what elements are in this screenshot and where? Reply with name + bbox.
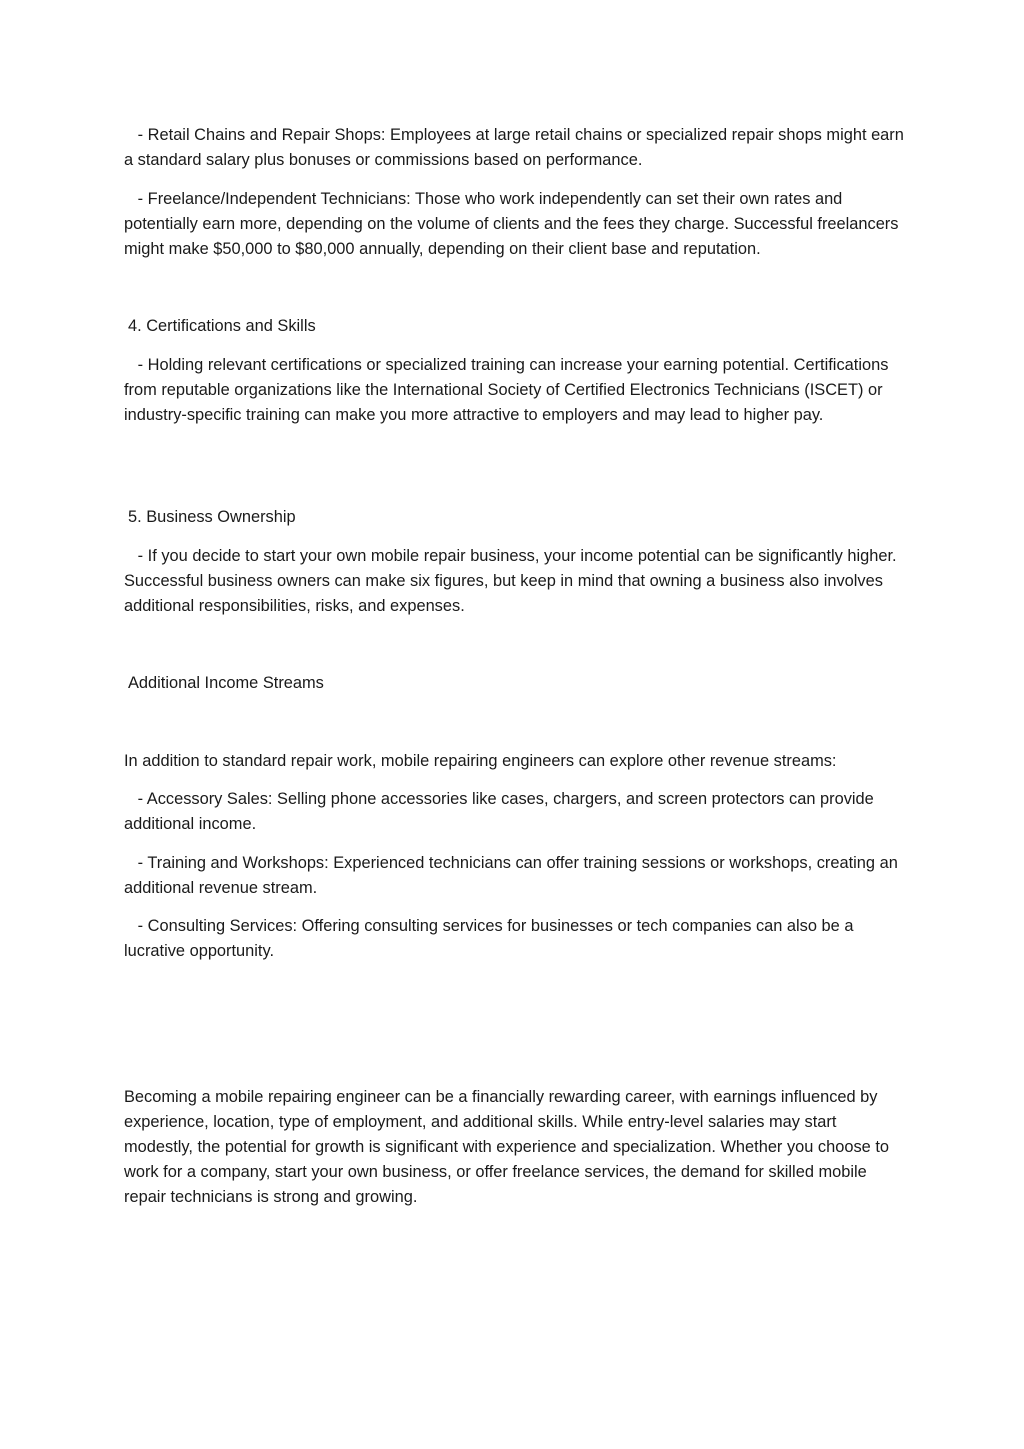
heading-certifications-and-skills: 4. Certifications and Skills (128, 317, 316, 335)
heading-business-ownership: 5. Business Ownership (128, 508, 296, 526)
paragraph-business-ownership: - If you decide to start your own mobile repair business, your income potential can be significantly higher. Successful business owners can make six figures, but keep in mind that owning a business also involves additional responsibilities, risks, and expenses. (124, 547, 902, 615)
heading-additional-income-streams: Additional Income Streams (128, 674, 324, 692)
paragraph-retail-chains: - Retail Chains and Repair Shops: Employees at large retail chains or specialized repair shops might earn a standard salary plus bonuses or commissions based on performance. (124, 126, 909, 169)
paragraph-freelance-technicians: - Freelance/Independent Technicians: Those who work independently can set their own rates and potentially earn more, depending on the volume of clients and the fees they charge. Successful freelancers might make $50,000 to $80,000 annually, depending on their client base and reputation. (124, 190, 904, 258)
paragraph-additional-intro: In addition to standard repair work, mobile repairing engineers can explore other revenue streams: (124, 752, 837, 770)
paragraph-certifications: - Holding relevant certifications or specialized training can increase your earning potential. Certifications from reputable organizations like the International Society of Certified Electronics Technicians (ISCET) or industry-specific training can make you more attractive to employers and may lead to higher pay. (124, 356, 893, 424)
paragraph-consulting-services: - Consulting Services: Offering consulting services for businesses or tech companies can also be a lucrative opportunity. (124, 917, 859, 960)
paragraph-conclusion: Becoming a mobile repairing engineer can be a financially rewarding career, with earnings influenced by experience, location, type of employment, and additional skills. While entry-level salaries may start modestly, the potential for growth is significant with experience and specialization. Whether you choose to work for a company, start your own business, or offer freelance services, the demand for skilled mobile repair technicians is strong and growing. (124, 1088, 894, 1206)
paragraph-accessory-sales: - Accessory Sales: Selling phone accessories like cases, chargers, and screen protectors can provide additional income. (124, 790, 879, 833)
paragraph-training-workshops: - Training and Workshops: Experienced technicians can offer training sessions or workshops, creating an additional revenue stream. (124, 854, 903, 897)
